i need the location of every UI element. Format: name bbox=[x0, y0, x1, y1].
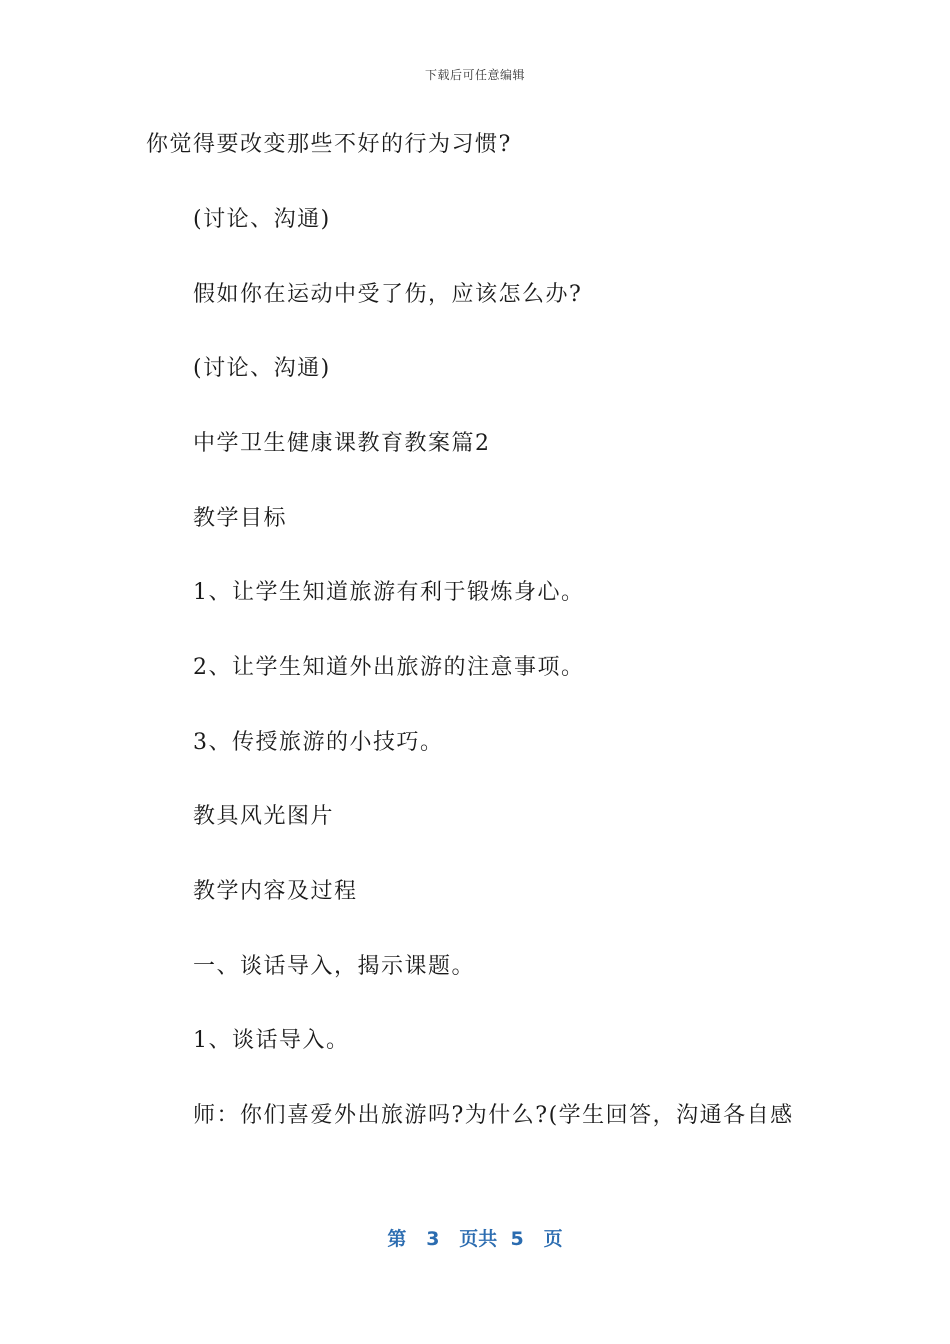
list-item: 3、传授旅游的小技巧。 bbox=[193, 730, 444, 755]
section-title: 中学卫生健康课教育教案篇2 bbox=[193, 431, 491, 456]
footer-middle: 页共 bbox=[459, 1228, 498, 1250]
paragraph-line: (讨论、沟通) bbox=[193, 356, 331, 381]
list-item: 1、让学生知道旅游有利于锻炼身心。 bbox=[193, 580, 585, 605]
paragraph-line: 一、谈话导入，揭示课题。 bbox=[193, 954, 476, 979]
paragraph-line: 师：你们喜爱外出旅游吗?为什么?(学生回答，沟通各自感 bbox=[193, 1103, 794, 1128]
list-item: 1、谈话导入。 bbox=[193, 1028, 350, 1053]
paragraph-line: 教具风光图片 bbox=[193, 804, 335, 829]
paragraph-line: 你觉得要改变那些不好的行为习惯? bbox=[146, 132, 512, 157]
paragraph-line: (讨论、沟通) bbox=[193, 207, 331, 232]
footer-prefix: 第 bbox=[387, 1228, 407, 1250]
section-heading: 教学内容及过程 bbox=[193, 879, 358, 904]
total-pages-number: 5 bbox=[510, 1228, 524, 1250]
section-heading: 教学目标 bbox=[193, 506, 288, 531]
page-footer bbox=[0, 1224, 950, 1251]
footer-suffix: 页 bbox=[543, 1228, 563, 1250]
current-page-number: 3 bbox=[426, 1228, 440, 1250]
paragraph-line: 假如你在运动中受了伤，应该怎么办? bbox=[193, 282, 583, 307]
page-header: 下载后可任意编辑 bbox=[424, 68, 525, 82]
list-item: 2、让学生知道外出旅游的注意事项。 bbox=[193, 655, 585, 680]
